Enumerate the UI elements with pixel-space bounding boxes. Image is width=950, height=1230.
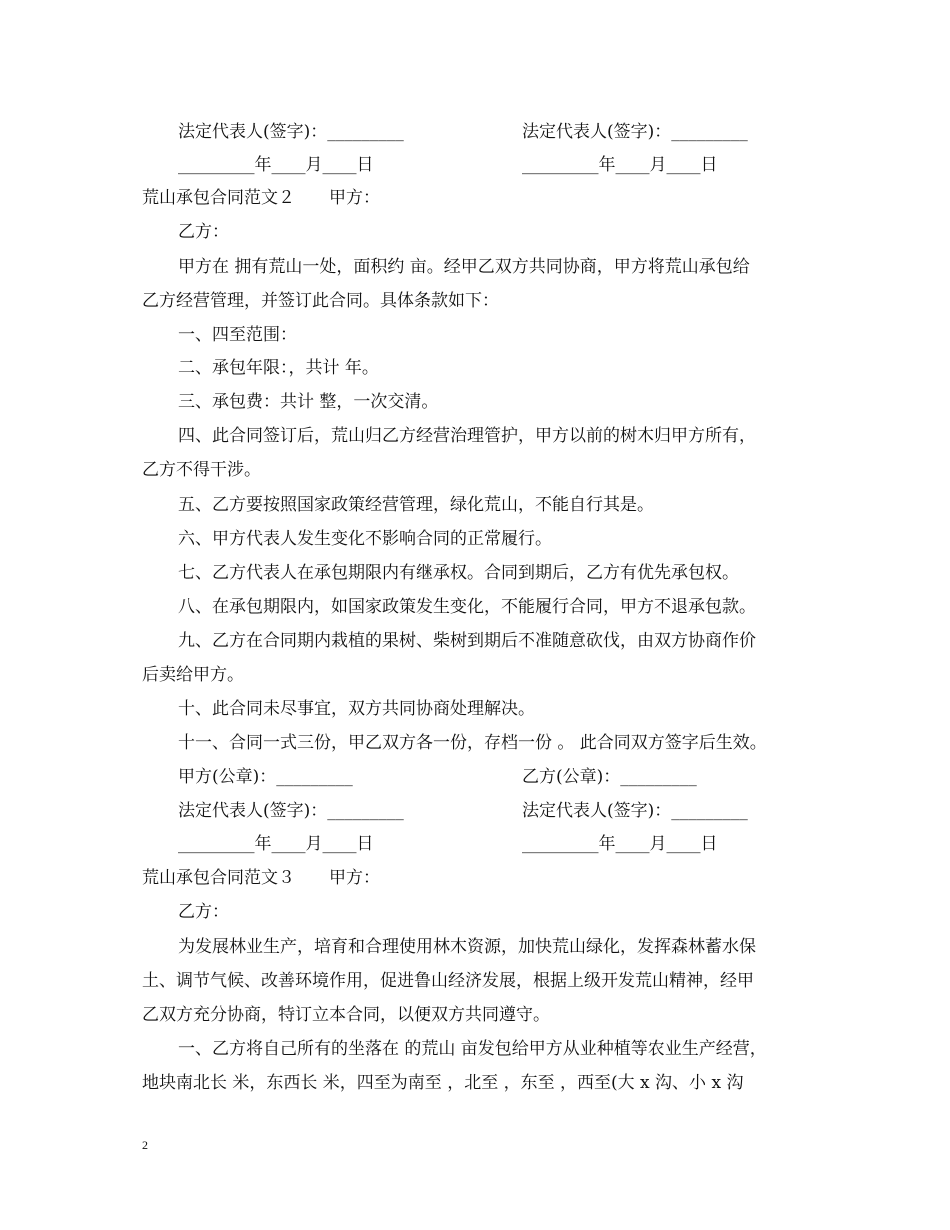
clause-11: 十一、合同一式三份，甲乙双方各一份，存档一份 。 此合同双方签字后生效。 [178,733,767,753]
sig1-right-date: _________年____月____日 [522,155,718,175]
clause-1: 一、四至范围： [178,325,297,345]
clause-5: 五、乙方要按照国家政策经营管理，绿化荒山，不能自行其是。 [178,495,654,515]
clause-8: 八、在承包期限内，如国家政策发生变化，不能履行合同，甲方不退承包款。 [178,597,756,617]
clause-4-line1: 四、此合同签订后，荒山归乙方经营治理管护，甲方以前的树木归甲方所有， [178,426,756,446]
sig2-right-rep: 法定代表人(签字)：_________ [522,801,748,821]
clause-2: 二、承包年限：，共计 年。 [178,358,379,378]
sig1-right-rep: 法定代表人(签字)：_________ [522,122,748,142]
contract3-party-b: 乙方： [178,902,229,922]
contract2-intro-1: 甲方在 拥有荒山一处，面积约 亩。经甲乙双方共同协商，甲方将荒山承包给 [178,257,750,277]
contract3-para2-line2: 地块南北长 米，东西长 米，四至为南至 ，北至 ，东至 ，西至(大 x 沟、小 x 沟 [142,1073,744,1093]
sig2-left-date: _________年____月____日 [178,834,374,854]
contract2-heading: 荒山承包合同范文２ 甲方： [142,188,380,208]
clause-10: 十、此合同未尽事宜，双方共同协商处理解决。 [178,699,535,719]
clause-9-line1: 九、乙方在合同期内栽植的果树、柴树到期后不准随意砍伐，由双方协商作价 [178,631,756,651]
clause-6: 六、甲方代表人发生变化不影响合同的正常履行。 [178,529,552,549]
contract3-para1-line3: 乙双方充分协商，特订立本合同，以便双方共同遵守。 [142,1005,550,1025]
sig1-left-date: _________年____月____日 [178,155,374,175]
clause-3: 三、承包费：共计 整，一次交清。 [178,392,439,412]
contract3-heading: 荒山承包合同范文３ 甲方： [142,868,380,888]
page-number: 2 [142,1138,148,1152]
contract3-para1-line1: 为发展林业生产，培育和合理使用林木资源，加快荒山绿化，发挥森林蓄水保 [178,937,756,957]
clause-4-line2: 乙方不得干涉。 [142,460,261,480]
sig2-right-date: _________年____月____日 [522,834,718,854]
contract2-intro-2: 乙方经营管理，并签订此合同。具体条款如下： [142,291,499,311]
sig2-left-rep: 法定代表人(签字)：_________ [178,801,404,821]
sig2-right-seal: 乙方(公章)：_________ [522,767,697,787]
sig2-left-seal: 甲方(公章)：_________ [178,767,353,787]
contract3-para2-line1: 一、乙方将自己所有的坐落在 的荒山 亩发包给甲方从业种植等农业生产经营， [178,1039,767,1059]
clause-7: 七、乙方代表人在承包期限内有继承权。合同到期后，乙方有优先承包权。 [178,563,739,583]
sig1-left-rep: 法定代表人(签字)：_________ [178,122,404,142]
clause-9-line2: 后卖给甲方。 [142,665,244,685]
contract3-para1-line2: 土、调节气候、改善环境作用，促进鲁山经济发展，根据上级开发荒山精神，经甲 [142,971,754,991]
contract2-party-b: 乙方： [178,222,229,242]
